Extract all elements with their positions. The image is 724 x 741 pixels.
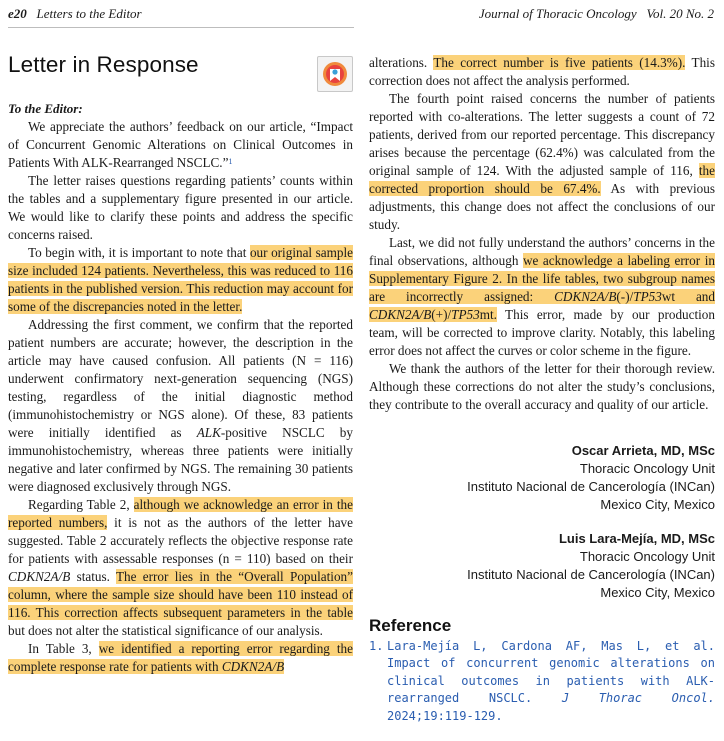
reference-heading: Reference bbox=[369, 616, 452, 635]
author-signature-2 bbox=[369, 530, 715, 602]
highlight-error-ack: although we acknowledge an error in the reported numbers, bbox=[8, 497, 353, 530]
paragraph-5: Regarding Table 2, although we acknowledge an error in the reported numbers, it is not as the authors of the letter have suggested. Table 2 accurately reflects the objective response rate for patients with assessable responses (n = 110) based on their CDKN2A/B status. The error lies in the “Overall Population” column, where the sample size should have been 110 instead of 116. This correction affects subsequent parameters in the table but does not alter the statistical significance of our analysis. bbox=[8, 497, 353, 638]
paragraph-4: Addressing the first comment, we confirm that the reported patient numbers are accurate; however, the description in the article may have caused confusion. All patients (N = 116) underwent confirmatory next-generation sequencing (NGS) testing, regardless of the initial diagnostic method (immunohistochemistry or NGS alone). Of these, 83 patients were initially identified as ALK-positive NSCLC by immunohistochemistry, whereas three patients were initially negative and later confirmed by NGS. The remaining 30 patients were diagnosed exclusively through NGS. bbox=[8, 317, 353, 494]
paragraph-3: To begin with, it is important to note that our original sample size included 124 patients. Nevertheless, this was reduced to 116 patients in the published version. This reduction may account for some of the discrepancies noted in the letter. bbox=[8, 245, 354, 314]
reference-journal[interactable]: J Thorac Oncol. bbox=[561, 691, 716, 706]
highlight-labeling-error: we acknowledge a labeling error in Supplementary Figure 2. In the life tables, two subgroup names are incorrectly assigned: CDKN2A/B(-)/TP53wt and CDKN2A/B(+)/TP53mt. bbox=[369, 253, 715, 322]
author-unit: Thoracic Oncology Unit bbox=[579, 549, 715, 564]
paragraph-6: In Table 3, we identified a reporting error regarding the complete response rate for patients with CDKN2A/B bbox=[8, 641, 353, 674]
paragraph-8: Last, we did not fully understand the authors’ concerns in the final observations, although we acknowledge a labeling error in Supplementary Figure 2. In the life tables, two subgroup names are incorrectly assigned: CDKN2A/B(-)/TP53wt and CDKN2A/B(+)/TP53mt. This error, made by our production team, will be corrected to improve clarity. Notably, this labeling error does not affect the curves or color scheme in the figure. bbox=[369, 235, 715, 358]
journal-name: Journal of Thoracic Oncology bbox=[478, 6, 637, 21]
author-institute: Instituto Nacional de Cancerología (INCan) bbox=[467, 567, 715, 582]
author-signature-1 bbox=[369, 442, 715, 514]
highlight-corrected-proportion: the corrected proportion should be 67.4%. bbox=[369, 163, 715, 196]
reference-number: 1. bbox=[369, 639, 384, 653]
page-number: e20 bbox=[8, 6, 27, 21]
paragraph-9: We thank the authors of the letter for their thorough review. Although these corrections do not alter the study’s conclusions, they contribute to the overall accuracy and quality of our article. bbox=[369, 361, 715, 412]
reference-text[interactable]: Lara-Mejía L, Cardona AF, Mas L, et al. Impact of concurrent genomic alterations on clinical outcomes in patients with ALK-rearranged NSCLC. bbox=[387, 639, 715, 706]
highlight-overall-population: The error lies in the “Overall Population” column, where the sample size should have been 110 instead of 116. This correction affects subsequent parameters in the table bbox=[8, 569, 353, 620]
reference-citation[interactable]: 2024;19:119-129. bbox=[387, 708, 503, 723]
reference-link-1[interactable]: 1 bbox=[228, 157, 233, 166]
badge-graphic bbox=[321, 60, 349, 88]
left-column bbox=[8, 48, 353, 676]
running-head-right bbox=[479, 6, 714, 22]
author-name: Oscar Arrieta, MD, MSc bbox=[571, 443, 715, 458]
running-head bbox=[8, 6, 714, 26]
check-for-updates-icon[interactable] bbox=[317, 56, 353, 92]
article-title: Letter in Response bbox=[8, 52, 199, 77]
paragraph-7: The fourth point raised concerns the number of patients reported with co-alterations. The letter suggests a count of 72 patients, derived from our reported percentage. This discrepancy arises because the percentage (62.4%) was calculated from the original sample of 124. With the adjusted sample of 116, the corrected proportion should be 67.4%. As with previous adjustments, this change does not affect the conclusions of our study. bbox=[369, 91, 715, 232]
section-name: Letters to the Editor bbox=[36, 6, 142, 21]
author-unit: Thoracic Oncology Unit bbox=[579, 461, 715, 476]
header-rule bbox=[8, 27, 354, 28]
running-head-left bbox=[8, 6, 142, 22]
volume-info: Vol. 20 No. 2 bbox=[646, 6, 714, 21]
author-name: Luis Lara-Mejía, MD, MSc bbox=[558, 531, 715, 546]
paragraph-6-continued: alterations. The correct number is five patients (14.3%). This correction does not affect the analysis performed. bbox=[369, 55, 715, 88]
right-column bbox=[369, 54, 715, 725]
title-row bbox=[8, 48, 353, 100]
highlight-table3: we identified a reporting error regarding the complete response rate for patients with CDKN2A/B bbox=[8, 641, 353, 674]
author-city: Mexico City, Mexico bbox=[600, 497, 715, 512]
salutation: To the Editor: bbox=[8, 101, 83, 116]
highlight-sample-size: our original sample size included 124 patients. Nevertheless, this was reduced to 116 patients in the published version. This reduction may account for some of the discrepancies noted in the letter. bbox=[8, 245, 354, 314]
paragraph-2: The letter raises questions regarding patients’ counts within the tables and a supplementary figure presented in our article. We would like to clarify these points and address the specific concerns raised. bbox=[8, 173, 353, 242]
paragraph-1: We appreciate the authors’ feedback on our article, “Impact of Concurrent Genomic Alterations on Clinical Outcomes in Patients With ALK-Rearranged NSCLC.”$^1$ bbox=[8, 119, 353, 170]
author-city: Mexico City, Mexico bbox=[600, 585, 715, 600]
reference-item[interactable] bbox=[369, 638, 715, 725]
author-institute: Instituto Nacional de Cancerología (INCan) bbox=[467, 479, 715, 494]
highlight-correct-number: The correct number is five patients (14.3%). bbox=[433, 55, 686, 70]
